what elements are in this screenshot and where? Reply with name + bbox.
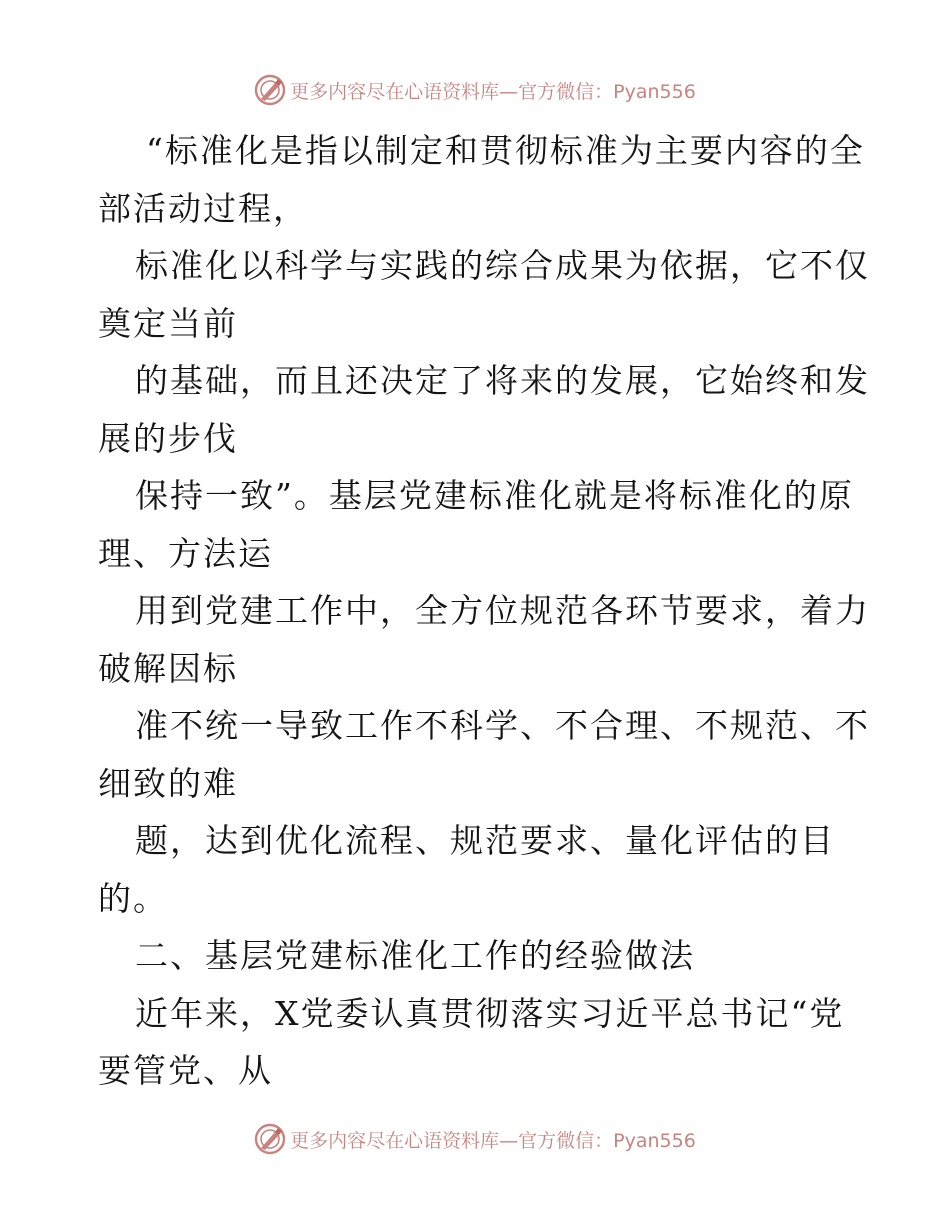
text-line: 用到党建工作中，全方位规范各环节要求，着力 xyxy=(135,591,870,630)
header-watermark xyxy=(0,72,950,108)
text-line: 保持一致”。基层党建标准化就是将标准化的原 xyxy=(135,476,854,515)
text-line: 标准化以科学与实践的综合成果为依据，它不仅 xyxy=(135,246,870,285)
text-line: 细致的难 xyxy=(98,763,238,803)
text-line: 理、方法运 xyxy=(98,533,273,573)
footer-watermark xyxy=(0,1121,950,1157)
watermark-text: 更多内容尽在心语资料库—官方微信：Pyan556 xyxy=(290,80,696,103)
section-heading: 二、基层党建标准化工作的经验做法 xyxy=(135,936,695,975)
text-line: 要管党、从 xyxy=(98,1051,273,1090)
text-line: 近年来，X党委认真贯彻落实习近平总书记“党 xyxy=(135,993,845,1033)
text-line: 题，达到优化流程、规范要求、量化评估的目 xyxy=(135,821,835,860)
text-line: 部活动过程， xyxy=(98,188,308,228)
text-line: 奠定当前 xyxy=(98,303,238,343)
text-line: “标准化是指以制定和贯彻标准为主要内容的全 xyxy=(146,131,865,170)
text-line: 的。 xyxy=(98,878,168,918)
pen-logo-icon xyxy=(254,74,286,106)
text-line: 破解因标 xyxy=(98,648,238,688)
text-line: 的基础，而且还决定了将来的发展，它始终和发 xyxy=(135,361,870,400)
watermark-text: 更多内容尽在心语资料库—官方微信：Pyan556 xyxy=(290,1129,696,1152)
text-line: 展的步伐 xyxy=(98,418,238,458)
text-line: 准不统一导致工作不科学、不合理、不规范、不 xyxy=(135,706,870,745)
body-text xyxy=(98,122,870,1100)
pen-logo-icon xyxy=(254,1123,286,1155)
